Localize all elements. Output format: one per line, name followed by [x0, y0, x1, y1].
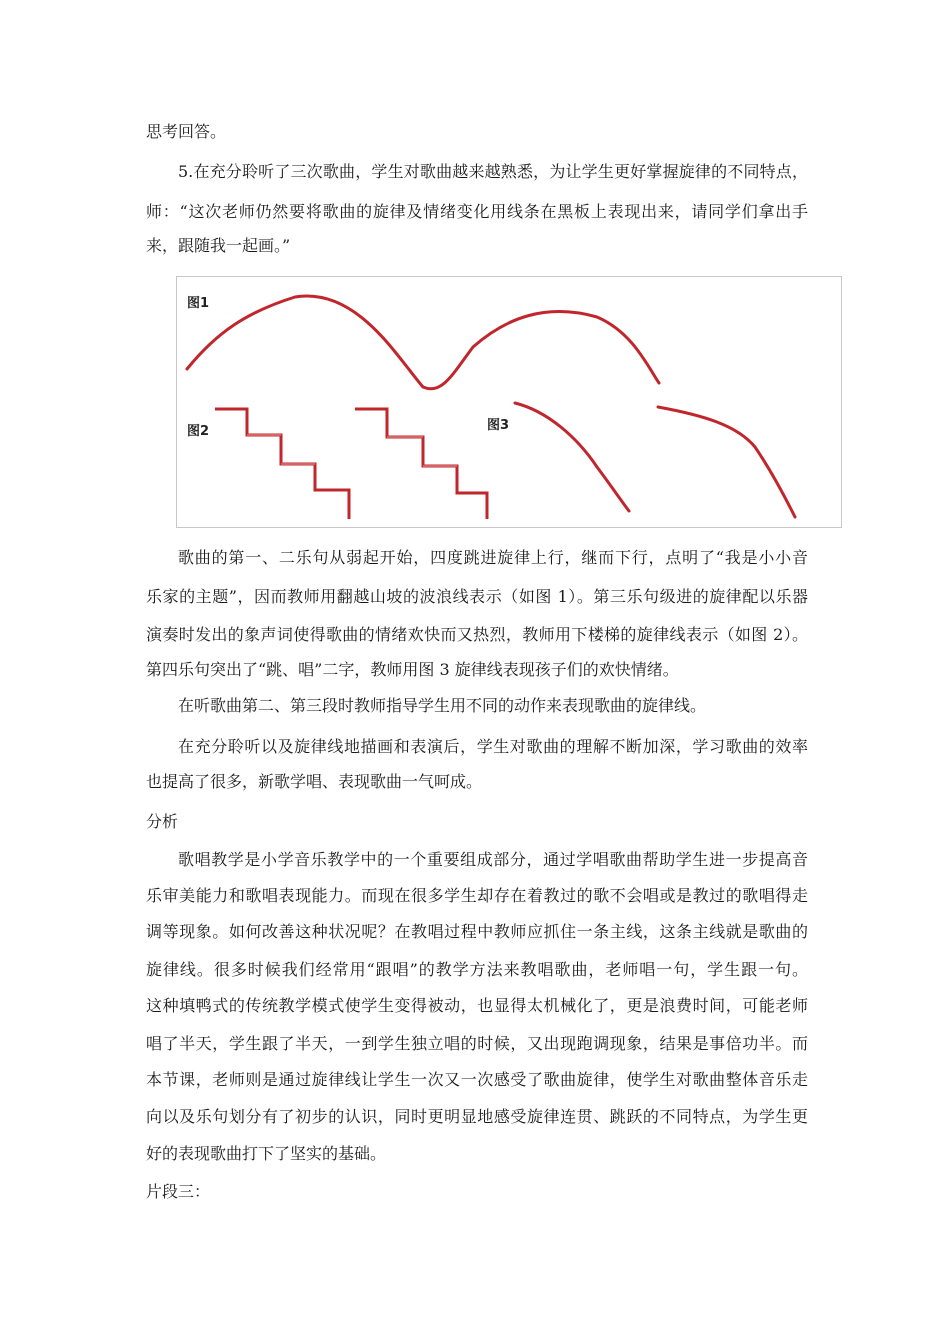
figure-3-label: 图3 — [487, 418, 510, 433]
paragraph-line: 乐家的主题”，因而教师用翻越山坡的波浪线表示（如图 1）。第三乐句级进的旋律配以乐器 — [146, 587, 808, 606]
paragraph-line: 演奏时发出的象声词使得歌曲的情绪欢快而又热烈，教师用下楼梯的旋律线表示（如图 2）。 — [146, 625, 808, 644]
paragraph-line: 5.在充分聆听了三次歌曲，学生对歌曲越来越熟悉，为让学生更好掌握旋律的不同特点， — [178, 162, 808, 181]
paragraph-line: 师：“这次老师仍然要将歌曲的旋律及情绪变化用线条在黑板上表现出来，请同学们拿出手 — [146, 202, 808, 221]
paragraph-line: 思考回答。 — [146, 122, 227, 141]
stair-ghost-1 — [247, 435, 457, 466]
paragraph-line: 歌唱教学是小学音乐教学中的一个重要组成部分，通过学唱歌曲帮助学生进一步提高音 — [178, 850, 808, 869]
figure-1-label: 图1 — [187, 296, 210, 311]
paragraph-line: 唱了半天，学生跟了半天，一到学生独立唱的时候，又出现跑调现象，结果是事倍功半。而 — [146, 1034, 808, 1053]
paragraph-line: 在听歌曲第二、第三段时教师指导学生用不同的动作来表现歌曲的旋律线。 — [178, 696, 707, 715]
paragraph-line: 调等现象。如何改善这种状况呢？在教唱过程中教师应抓住一条主线，这条主线就是歌曲的 — [146, 922, 808, 941]
wave-line — [187, 296, 659, 389]
paragraph-line: 本节课，老师则是通过旋律线让学生一次又一次感受了歌曲旋律，使学生对歌曲整体音乐走 — [146, 1070, 808, 1089]
paragraph-line: 乐审美能力和歌唱表现能力。而现在很多学生却存在着教过的歌不会唱或是教过的歌唱得走 — [146, 886, 808, 905]
curve-line-1 — [515, 403, 629, 511]
paragraph-line: 也提高了很多，新歌学唱、表现歌曲一气呵成。 — [146, 772, 483, 791]
curve-line-2 — [658, 407, 795, 517]
paragraph-line: 来，跟随我一起画。” — [146, 236, 291, 255]
section-heading: 片段三： — [146, 1182, 211, 1201]
paragraph-line: 第四乐句突出了“跳、唱”二字，教师用图 3 旋律线表现孩子们的欢快情绪。 — [146, 660, 679, 679]
stair-line-2 — [355, 409, 487, 519]
paragraph-line: 这种填鸭式的传统教学模式使学生变得被动，也显得太机械化了，更是浪费时间，可能老师 — [146, 996, 808, 1015]
paragraph-line: 向以及乐句划分有了初步的认识，同时更明显地感受旋律连贯、跳跃的不同特点，为学生更 — [146, 1107, 808, 1126]
melody-line-figure — [176, 276, 842, 528]
section-heading: 分析 — [146, 812, 179, 831]
paragraph-line: 旋律线。很多时候我们经常用“跟唱”的教学方法来教唱歌曲，老师唱一句，学生跟一句。 — [146, 960, 808, 979]
paragraph-line: 好的表现歌曲打下了坚实的基础。 — [146, 1144, 387, 1163]
figure-2-label: 图2 — [187, 424, 210, 439]
melody-line-drawings — [177, 277, 841, 527]
paragraph-line: 在充分聆听以及旋律线地描画和表演后，学生对歌曲的理解不断加深，学习歌曲的效率 — [178, 737, 808, 756]
paragraph-line: 歌曲的第一、二乐句从弱起开始，四度跳进旋律上行，继而下行，点明了“我是小小音 — [178, 548, 808, 567]
